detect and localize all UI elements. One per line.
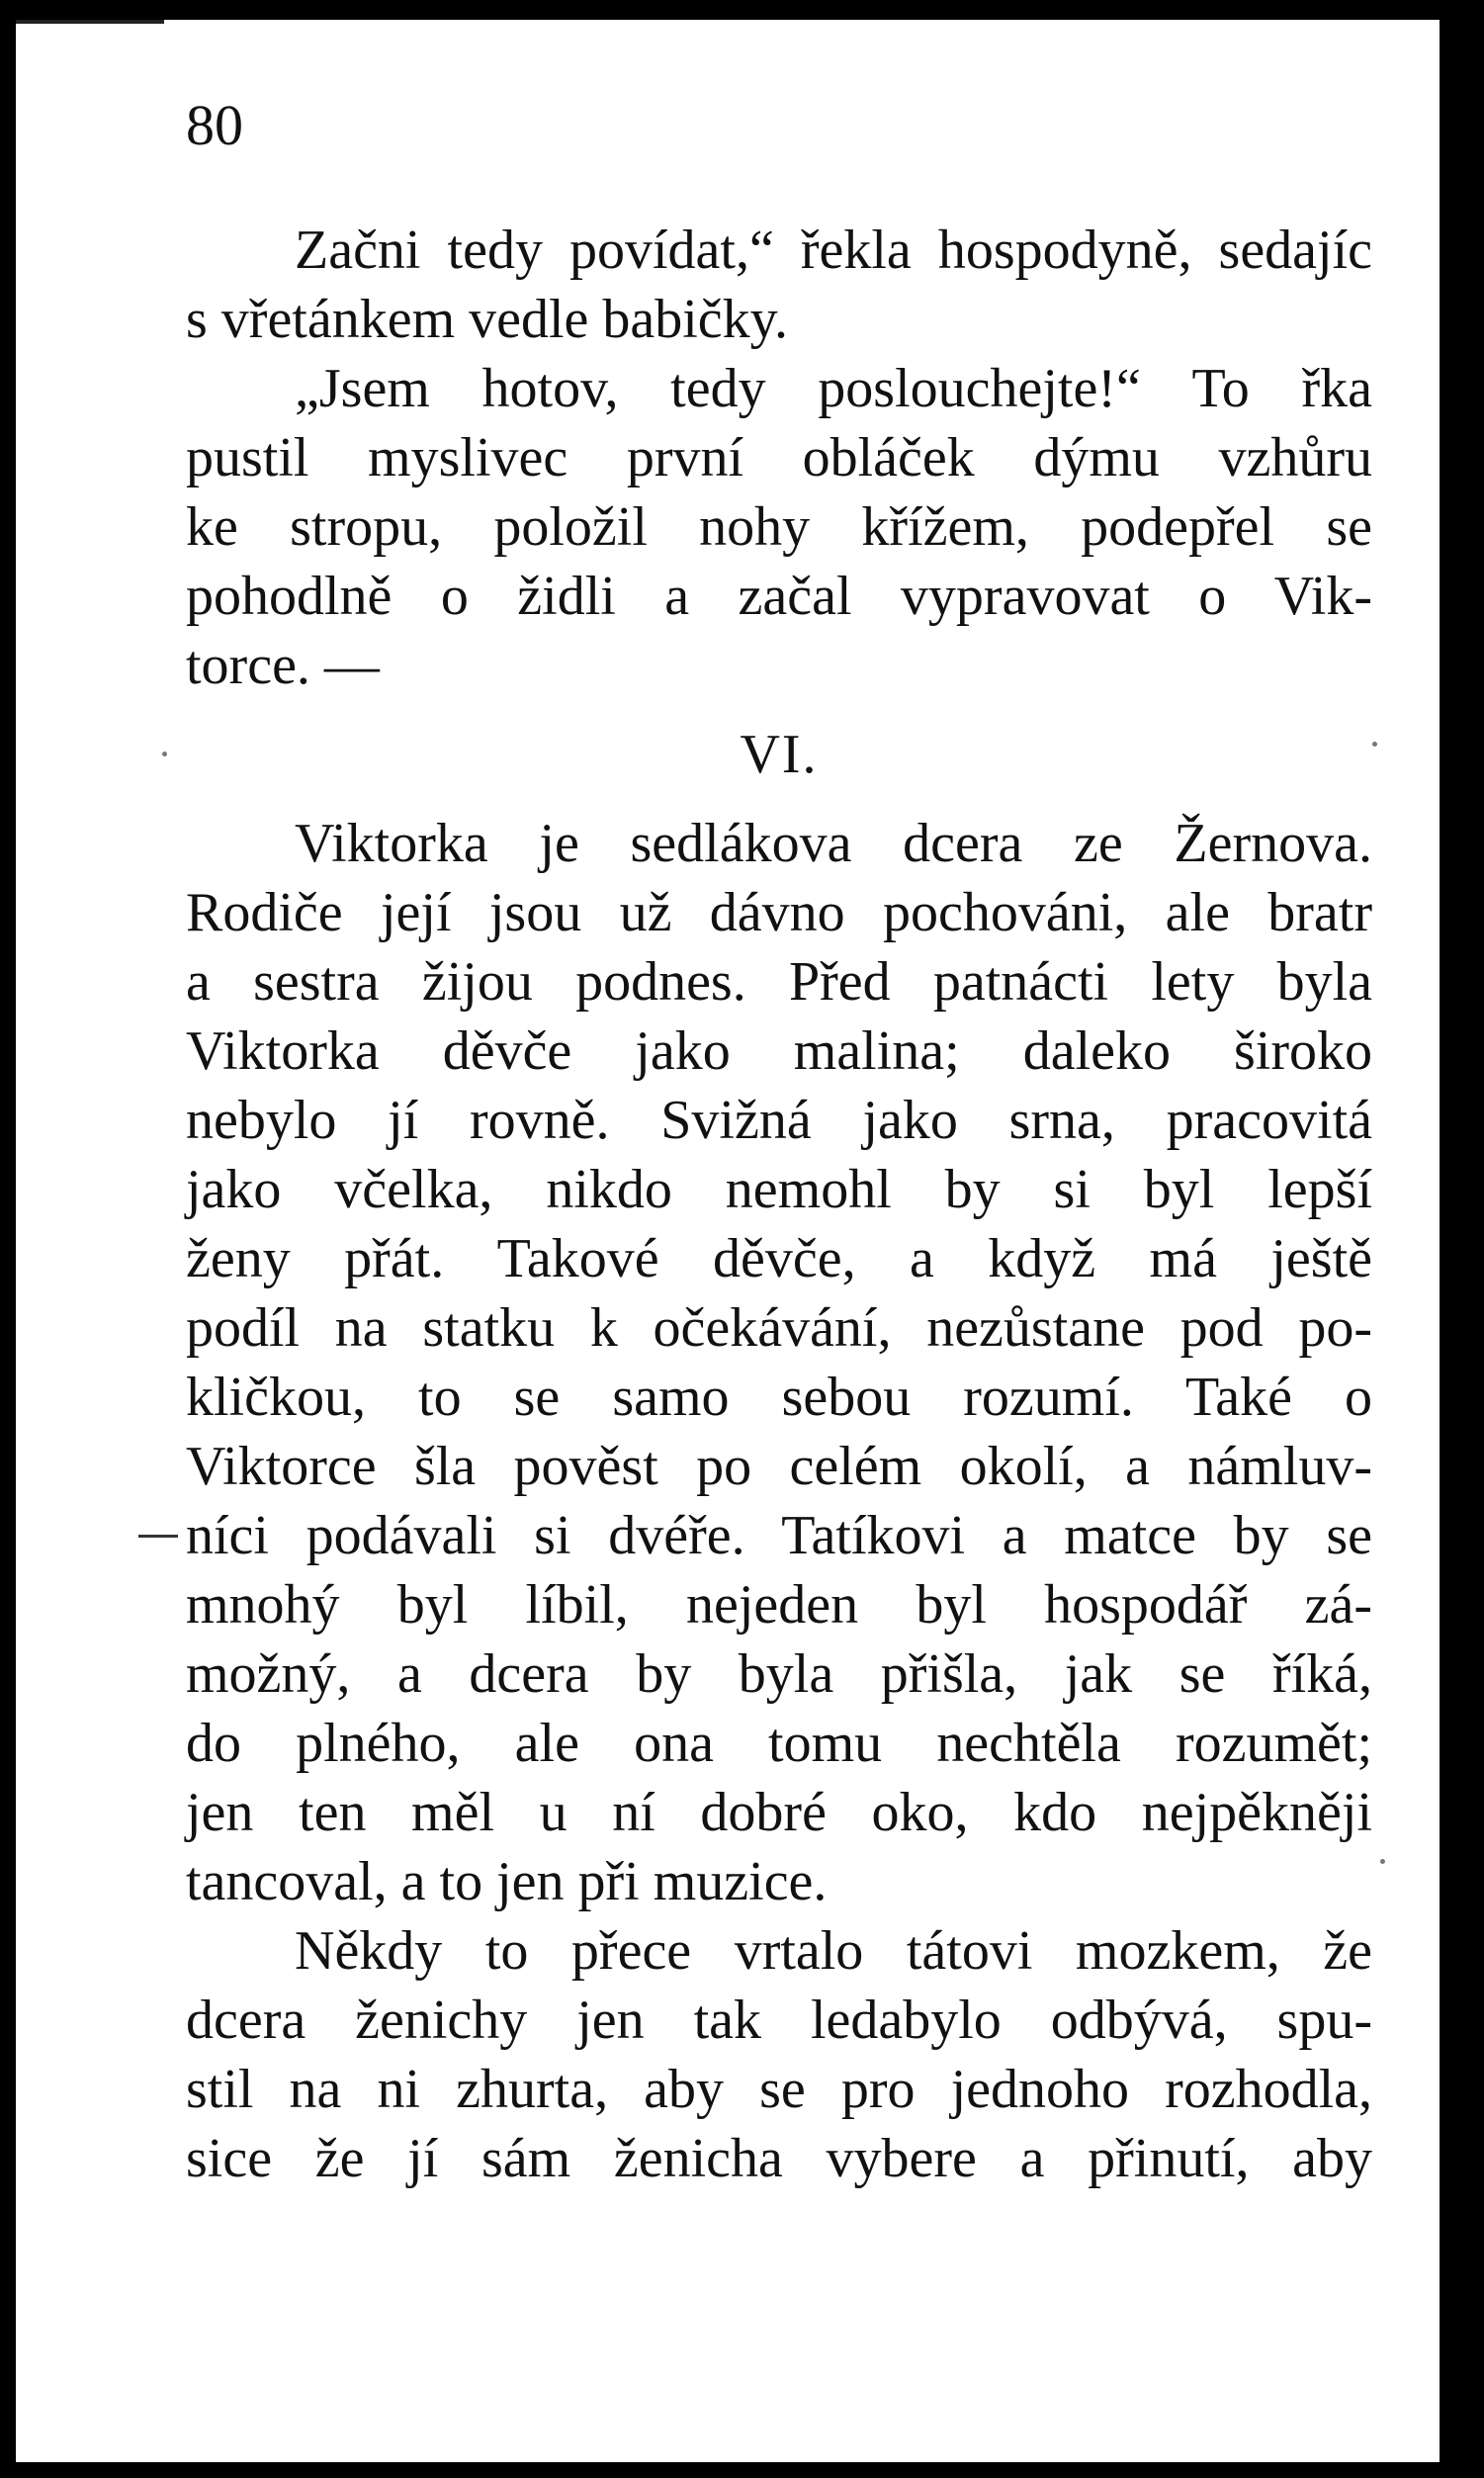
text-line: podíl na statku k očekávání, nezůstane pod po- (186, 1297, 1372, 1359)
text-line: Viktorce šla pověst po celém okolí, a námluv- (186, 1436, 1372, 1497)
text-line: Někdy to přece vrtalo tátovi mozkem, že (295, 1920, 1372, 1982)
text-line: s vřetánkem vedle babičky. (186, 289, 789, 350)
text-line: stil na ni zhurta, aby se pro jednoho rozhodla, (186, 2059, 1372, 2120)
margin-mark (138, 1535, 178, 1538)
text-line: Viktorka děvče jako malina; daleko široko (186, 1020, 1372, 1082)
text-line: pohodlně o židli a začal vypravovat o Vik- (186, 566, 1372, 627)
paper-speck (162, 752, 167, 756)
text-line: Viktorka je sedlákova dcera ze Žernova. (295, 813, 1372, 874)
text-line: torce. — (186, 635, 380, 696)
text-line: a sestra žijou podnes. Před patnácti lety byla (186, 951, 1372, 1013)
text-line: Začni tedy povídat,“ řekla hospodyně, sedajíc (295, 220, 1372, 281)
chapter-heading: VI. (740, 724, 819, 785)
text-line: níci podávali si dvéře. Tatíkovi a matce by se (186, 1505, 1372, 1566)
text-line: tancoval, a to jen při muzice. (186, 1851, 828, 1912)
paper-speck (1380, 1859, 1385, 1864)
body-text (186, 216, 1372, 2193)
text-line: mnohý byl líbil, nejeden byl hospodář zá- (186, 1574, 1372, 1636)
text-line: jen ten měl u ní dobré oko, kdo nejpěkněji (186, 1782, 1372, 1843)
page-number: 80 (186, 93, 243, 157)
paper-speck (1372, 742, 1377, 747)
text-line: možný, a dcera by byla přišla, jak se říká, (186, 1643, 1372, 1705)
text-line: pustil myslivec první obláček dýmu vzhůru (186, 427, 1372, 488)
text-line: do plného, ale ona tomu nechtěla rozumět; (186, 1713, 1372, 1774)
text-line: Rodiče její jsou už dávno pochováni, ale bratr (186, 882, 1372, 943)
book-page (16, 20, 1440, 2462)
text-line: nebylo jí rovně. Svižná jako srna, pracovitá (186, 1090, 1372, 1151)
text-line: ke stropu, položil nohy křížem, podepřel se (186, 496, 1372, 558)
top-rule (16, 20, 164, 24)
text-line: kličkou, to se samo sebou rozumí. Také o (186, 1367, 1372, 1428)
text-line: ženy přát. Takové děvče, a když má ještě (186, 1228, 1372, 1289)
text-line: „Jsem hotov, tedy poslouchejte!“ To řka (295, 358, 1372, 419)
text-line: sice že jí sám ženicha vybere a přinutí, aby (186, 2128, 1372, 2189)
text-line: dcera ženichy jen tak ledabylo odbývá, spu- (186, 1990, 1372, 2051)
text-line: jako včelka, nikdo nemohl by si byl lepší (186, 1159, 1372, 1220)
